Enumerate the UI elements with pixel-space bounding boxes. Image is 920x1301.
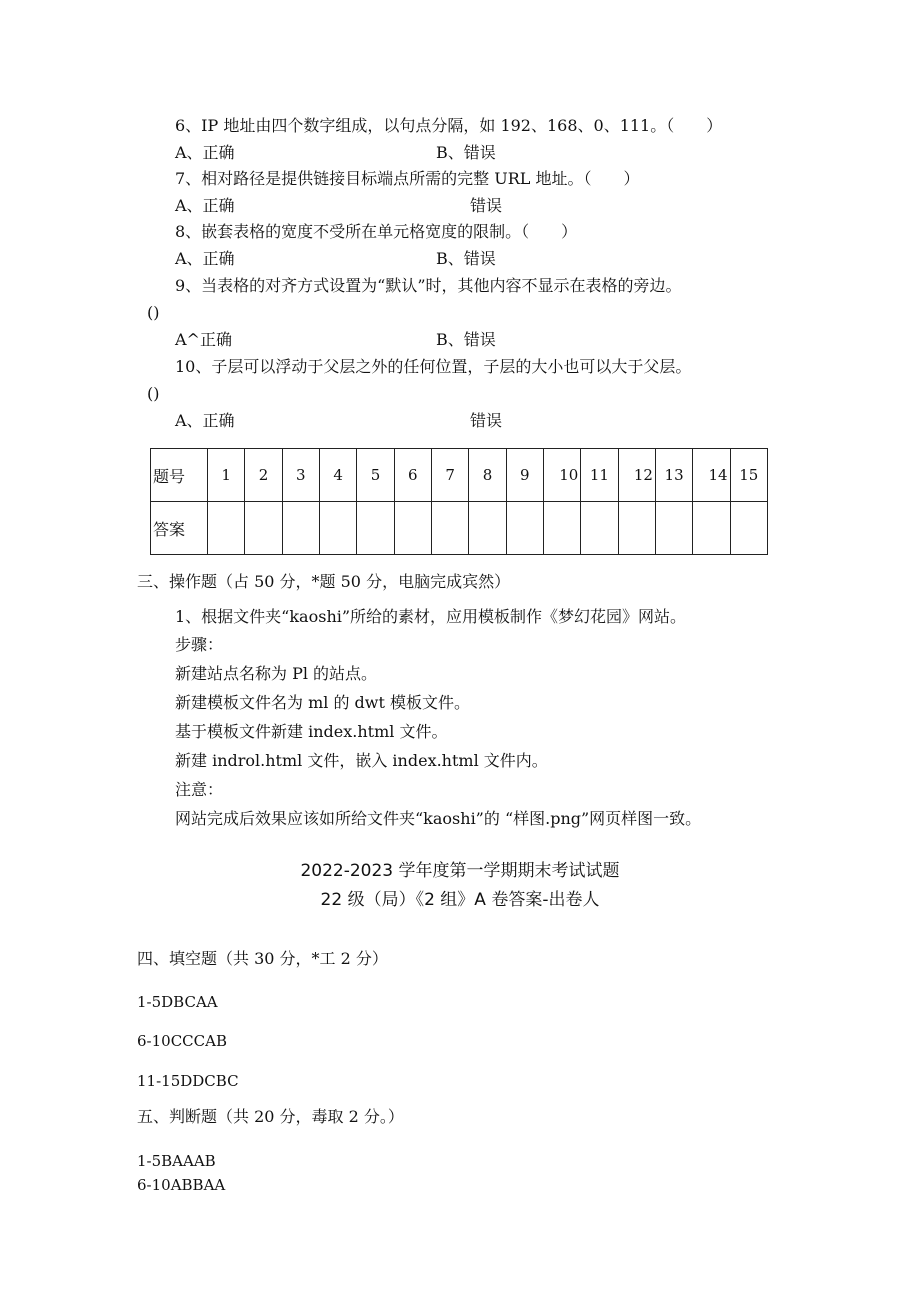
answer-cell [394,502,431,555]
answer-cell [655,502,692,555]
answer-cell [581,502,618,555]
answer-cell [208,502,245,555]
number-cell: 15 [730,449,767,502]
number-cell: 7 [431,449,468,502]
question-10: 10、子层可以浮动于父层之外的任何位置，子层的大小也可以大于父层。 [175,357,692,376]
question-9-option-a: A^正确 [175,330,232,349]
number-row [151,449,768,502]
answer-row [151,502,768,555]
question-6-option-a: A、正确 [175,143,235,162]
question-8: 8、嵌套表格的宽度不受所在单元格宽度的限制。（ ） [175,222,578,241]
answer-cell [506,502,543,555]
section-4-title: 四、填空题（共 30 分，*工 2 分） [137,949,388,968]
answer-grid-table [150,448,768,555]
number-cell: 1 [208,449,245,502]
number-cell: 6 [394,449,431,502]
answer-cell [693,502,730,555]
question-7: 7、相对路径是提供链接目标端点所需的完整 URL 地址。（ ） [175,169,640,188]
question-9: 9、当表格的对齐方式设置为“默认”时，其他内容不显示在表格的旁边。 [175,276,682,295]
question-9-paren: () [147,303,160,322]
question-6-option-b: B、错误 [436,143,496,162]
judge-answer-1-5: 1-5BAAAB [137,1152,216,1170]
answer-cell [543,502,580,555]
question-8-option-b: B、错误 [436,249,496,268]
number-row-label: 题号 [151,449,208,502]
question-7-option-b: 错误 [470,196,503,215]
number-cell: 2 [245,449,282,502]
answer-cell [469,502,506,555]
section-5-title: 五、判断题（共 20 分，毒取 2 分。） [137,1107,404,1126]
number-cell: 13 [655,449,692,502]
question-10-option-a: A、正确 [175,411,235,430]
answer-cell [357,502,394,555]
fill-answer-11-15: 11-15DDCBC [137,1072,239,1090]
question-8-option-a: A、正确 [175,249,235,268]
question-6: 6、IP 地址由四个数字组成，以句点分隔，如 192、168、0、111。（ ） [175,116,723,135]
number-cell: 10 [543,449,580,502]
question-10-option-b: 错误 [470,411,503,430]
question-9-option-b: B、错误 [436,330,496,349]
answer-cell [319,502,356,555]
question-7-option-a: A、正确 [175,196,235,215]
step-2: 新建模板文件名为 ml 的 dwt 模板文件。 [175,693,471,712]
number-cell: 3 [282,449,319,502]
number-cell: 9 [506,449,543,502]
step-4: 新建 indrol.html 文件，嵌入 index.html 文件内。 [175,751,548,770]
answer-cell [282,502,319,555]
question-10-paren: () [147,384,160,403]
judge-answer-6-10: 6-10ABBAA [137,1176,226,1194]
answer-sheet-title: 2022-2023 学年度第一学期期末考试试题 [300,861,620,881]
section-3-title: 三、操作题（占 50 分，*题 50 分，电脑完成宾然） [137,572,511,591]
answer-cell [730,502,767,555]
fill-answer-1-5: 1-5DBCAA [137,993,218,1011]
note-label: 注意： [175,780,224,799]
fill-answer-6-10: 6-10CCCAB [137,1032,227,1050]
answer-row-label: 答案 [151,502,208,555]
step-1: 新建站点名称为 Pl 的站点。 [175,664,378,683]
steps-label: 步骤： [175,635,224,654]
number-cell: 14 [693,449,730,502]
answer-sheet-subtitle: 22 级（局）《2 组》A 卷答案-出卷人 [320,890,600,910]
section-3-item-1: 1、根据文件夹“kaoshi”所给的素材，应用模板制作《梦幻花园》网站。 [175,607,687,626]
step-3: 基于模板文件新建 index.html 文件。 [175,722,448,741]
number-cell: 11 [581,449,618,502]
number-cell: 8 [469,449,506,502]
number-cell: 12 [618,449,655,502]
number-cell: 4 [319,449,356,502]
answer-cell [431,502,468,555]
note-1: 网站完成后效果应该如所给文件夹“kaoshi”的 “样图.png”网页样图一致。 [175,809,702,828]
answer-cell [618,502,655,555]
number-cell: 5 [357,449,394,502]
answer-cell [245,502,282,555]
